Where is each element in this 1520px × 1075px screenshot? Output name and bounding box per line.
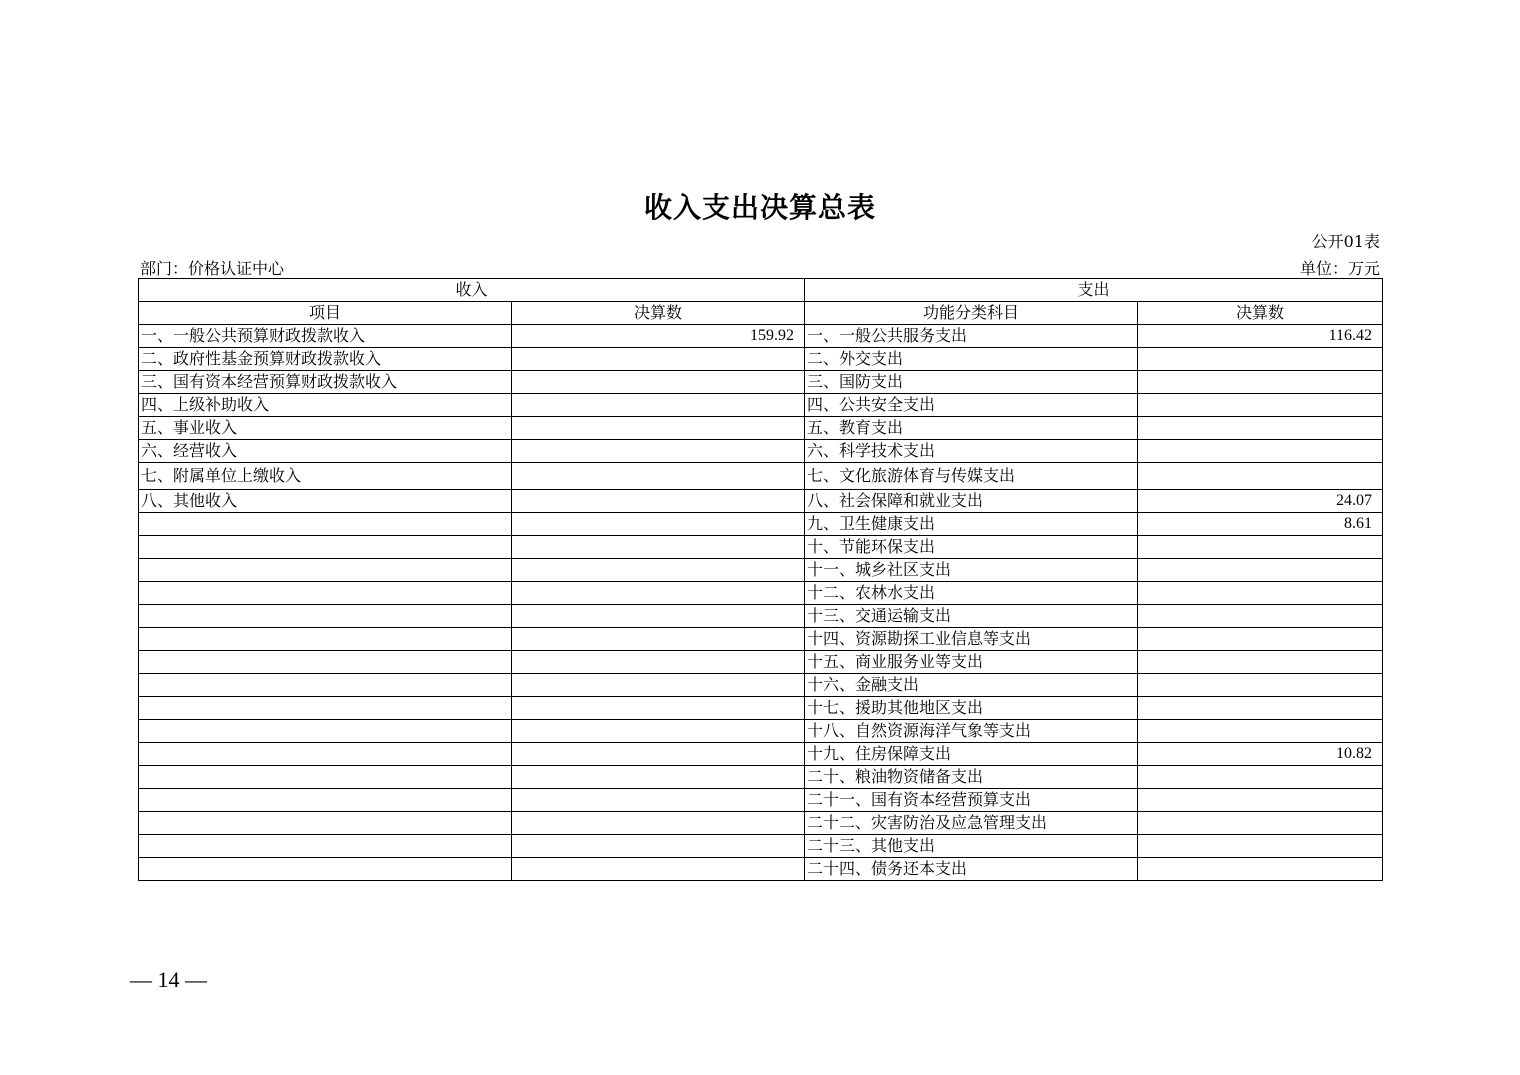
- table-row: [139, 536, 1383, 559]
- table-row: [139, 720, 1383, 743]
- income-amount-cell: [512, 697, 805, 720]
- table-row: [139, 789, 1383, 812]
- income-amount-cell: [512, 513, 805, 536]
- column-header-row: [139, 302, 1383, 325]
- exp-amount-cell: [1138, 789, 1383, 812]
- exp-item-cell: 二十二、灾害防治及应急管理支出: [805, 812, 1138, 835]
- income-item-cell: 四、上级补助收入: [139, 394, 512, 417]
- table-row: [139, 348, 1383, 371]
- exp-item-cell: 二、外交支出: [805, 348, 1138, 371]
- exp-item-header: 功能分类科目: [805, 302, 1138, 325]
- table-row: [139, 417, 1383, 440]
- exp-amount-cell: [1138, 348, 1383, 371]
- income-item-cell: [139, 559, 512, 582]
- exp-item-cell: 十五、商业服务业等支出: [805, 651, 1138, 674]
- exp-amount-cell: [1138, 835, 1383, 858]
- exp-amount-cell: [1138, 766, 1383, 789]
- income-item-cell: 三、国有资本经营预算财政拨款收入: [139, 371, 512, 394]
- expenditure-group-header: 支出: [805, 279, 1383, 302]
- exp-amount-cell: [1138, 440, 1383, 463]
- exp-amount-cell: [1138, 559, 1383, 582]
- income-amount-cell: [512, 858, 805, 881]
- exp-amount-cell: 8.61: [1138, 513, 1383, 536]
- exp-amount-cell: [1138, 812, 1383, 835]
- exp-amount-cell: [1138, 394, 1383, 417]
- exp-item-cell: 十一、城乡社区支出: [805, 559, 1138, 582]
- income-amount-cell: [512, 743, 805, 766]
- exp-item-cell: 十七、援助其他地区支出: [805, 697, 1138, 720]
- department-label: 部门：价格认证中心: [140, 259, 285, 278]
- exp-item-cell: 七、文化旅游体育与传媒支出: [805, 463, 1138, 490]
- income-amount-cell: 159.92: [512, 325, 805, 348]
- table-row: [139, 490, 1383, 513]
- table-row: [139, 858, 1383, 881]
- exp-amount-cell: [1138, 858, 1383, 881]
- exp-item-cell: 十、节能环保支出: [805, 536, 1138, 559]
- exp-item-cell: 二十四、债务还本支出: [805, 858, 1138, 881]
- exp-amount-cell: [1138, 720, 1383, 743]
- table-row: [139, 394, 1383, 417]
- table-row: [139, 835, 1383, 858]
- income-amount-cell: [512, 559, 805, 582]
- exp-item-cell: 十九、住房保障支出: [805, 743, 1138, 766]
- table-row: [139, 605, 1383, 628]
- exp-amount-cell: [1138, 417, 1383, 440]
- group-header-row: [139, 279, 1383, 302]
- income-item-cell: [139, 812, 512, 835]
- exp-item-cell: 十六、金融支出: [805, 674, 1138, 697]
- page-number: — 14 —: [130, 967, 207, 992]
- exp-amount-cell: 10.82: [1138, 743, 1383, 766]
- exp-item-cell: 八、社会保障和就业支出: [805, 490, 1138, 513]
- exp-item-cell: 十二、农林水支出: [805, 582, 1138, 605]
- income-item-cell: 二、政府性基金预算财政拨款收入: [139, 348, 512, 371]
- exp-amount-cell: [1138, 674, 1383, 697]
- exp-item-cell: 五、教育支出: [805, 417, 1138, 440]
- exp-item-cell: 一、一般公共服务支出: [805, 325, 1138, 348]
- income-item-cell: [139, 789, 512, 812]
- income-item-cell: [139, 766, 512, 789]
- income-item-cell: [139, 697, 512, 720]
- income-amount-cell: [512, 720, 805, 743]
- exp-amount-header: 决算数: [1138, 302, 1383, 325]
- income-amount-cell: [512, 605, 805, 628]
- exp-amount-cell: [1138, 536, 1383, 559]
- income-amount-cell: [512, 582, 805, 605]
- exp-amount-cell: [1138, 463, 1383, 490]
- unit-label: 单位：万元: [1299, 259, 1380, 278]
- exp-item-cell: 二十一、国有资本经营预算支出: [805, 789, 1138, 812]
- income-group-header: 收入: [139, 279, 805, 302]
- table-row: [139, 674, 1383, 697]
- income-amount-cell: [512, 348, 805, 371]
- page-title: 收入支出决算总表: [643, 191, 876, 224]
- income-amount-header: 决算数: [512, 302, 805, 325]
- table-row: [139, 812, 1383, 835]
- exp-item-cell: 三、国防支出: [805, 371, 1138, 394]
- table-row: [139, 766, 1383, 789]
- income-item-cell: [139, 628, 512, 651]
- exp-amount-cell: [1138, 628, 1383, 651]
- income-item-cell: [139, 651, 512, 674]
- exp-amount-cell: [1138, 371, 1383, 394]
- income-amount-cell: [512, 490, 805, 513]
- table-row: [139, 559, 1383, 582]
- income-item-cell: 八、其他收入: [139, 490, 512, 513]
- budget-table: [138, 278, 1383, 881]
- table-row: [139, 440, 1383, 463]
- exp-item-cell: 十三、交通运输支出: [805, 605, 1138, 628]
- table-row: [139, 628, 1383, 651]
- income-amount-cell: [512, 417, 805, 440]
- exp-item-cell: 四、公共安全支出: [805, 394, 1138, 417]
- income-item-cell: [139, 536, 512, 559]
- income-item-cell: [139, 858, 512, 881]
- exp-item-cell: 十四、资源勘探工业信息等支出: [805, 628, 1138, 651]
- exp-amount-cell: 24.07: [1138, 490, 1383, 513]
- income-item-cell: [139, 582, 512, 605]
- income-amount-cell: [512, 440, 805, 463]
- income-amount-cell: [512, 651, 805, 674]
- income-amount-cell: [512, 371, 805, 394]
- income-amount-cell: [512, 628, 805, 651]
- income-item-cell: [139, 513, 512, 536]
- income-item-cell: [139, 835, 512, 858]
- table-row: [139, 325, 1383, 348]
- income-item-cell: 五、事业收入: [139, 417, 512, 440]
- exp-item-cell: 六、科学技术支出: [805, 440, 1138, 463]
- exp-amount-cell: [1138, 697, 1383, 720]
- exp-amount-cell: [1138, 651, 1383, 674]
- exp-item-cell: 二十、粮油物资储备支出: [805, 766, 1138, 789]
- exp-item-cell: 九、卫生健康支出: [805, 513, 1138, 536]
- income-amount-cell: [512, 536, 805, 559]
- income-amount-cell: [512, 766, 805, 789]
- income-item-header: 项目: [139, 302, 512, 325]
- table-row: [139, 697, 1383, 720]
- income-item-cell: [139, 674, 512, 697]
- table-row: [139, 371, 1383, 394]
- table-row: [139, 463, 1383, 490]
- income-amount-cell: [512, 394, 805, 417]
- table-row: [139, 582, 1383, 605]
- income-item-cell: [139, 743, 512, 766]
- income-item-cell: [139, 720, 512, 743]
- income-item-cell: [139, 605, 512, 628]
- table-row: [139, 651, 1383, 674]
- income-amount-cell: [512, 835, 805, 858]
- income-amount-cell: [512, 463, 805, 490]
- table-row: [139, 513, 1383, 536]
- exp-item-cell: 二十三、其他支出: [805, 835, 1138, 858]
- income-amount-cell: [512, 789, 805, 812]
- exp-amount-cell: 116.42: [1138, 325, 1383, 348]
- exp-item-cell: 十八、自然资源海洋气象等支出: [805, 720, 1138, 743]
- income-amount-cell: [512, 812, 805, 835]
- form-number: 公开01表: [1311, 232, 1380, 251]
- income-item-cell: 六、经营收入: [139, 440, 512, 463]
- table-row: [139, 743, 1383, 766]
- exp-amount-cell: [1138, 605, 1383, 628]
- income-item-cell: 一、一般公共预算财政拨款收入: [139, 325, 512, 348]
- income-amount-cell: [512, 674, 805, 697]
- income-item-cell: 七、附属单位上缴收入: [139, 463, 512, 490]
- exp-amount-cell: [1138, 582, 1383, 605]
